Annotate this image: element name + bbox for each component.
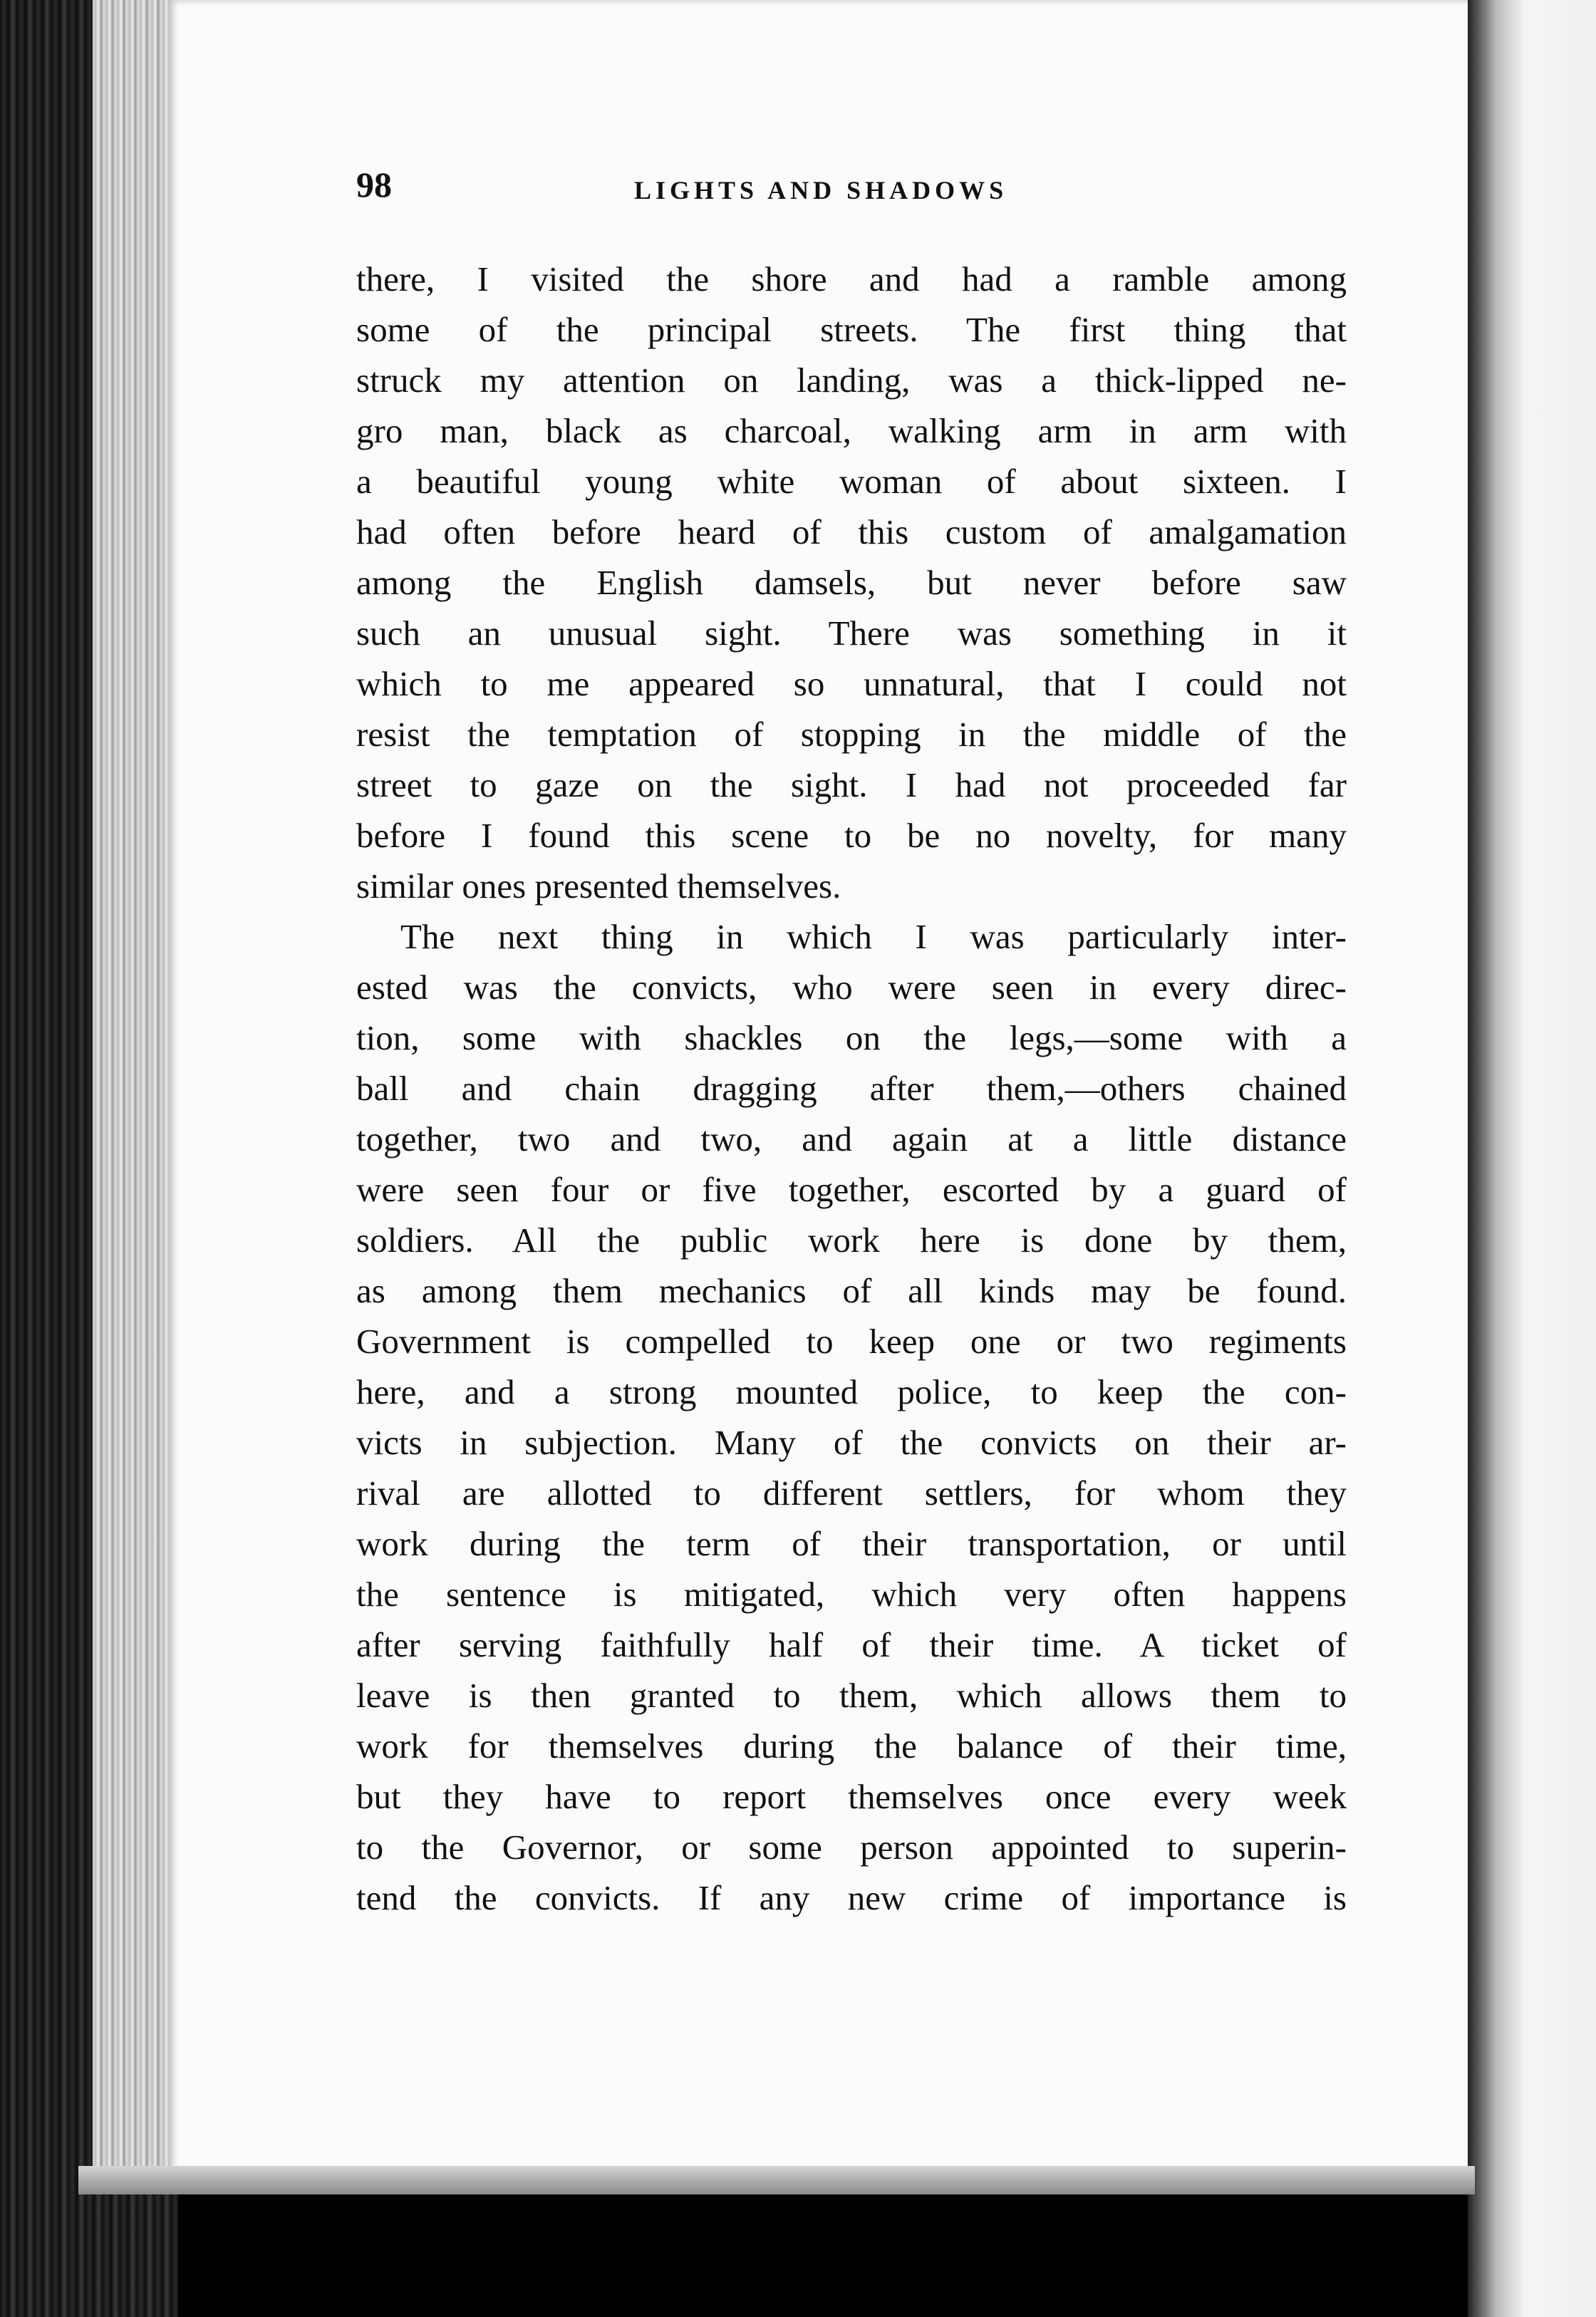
text-line: such an unusual sight. There was something in it	[356, 613, 1347, 653]
text-line: soldiers. All the public work here is done by them,	[356, 1220, 1347, 1260]
text-line: after serving faithfully half of their time. A ticket of	[356, 1625, 1347, 1664]
text-line: tion, some with shackles on the legs,—some with a	[356, 1018, 1347, 1057]
text-line: had often before heard of this custom of amalgamation	[356, 512, 1347, 551]
text-line: struck my attention on landing, was a thick-lipped ne-	[356, 361, 1347, 400]
text-line: before I found this scene to be no novelty, for many	[356, 816, 1347, 855]
running-head: LIGHTS AND SHADOWS	[634, 176, 1008, 204]
text-line: but they have to report themselves once every week	[356, 1777, 1347, 1816]
text-line: some of the principal streets. The first thing that	[356, 310, 1347, 349]
page-edges-right	[1468, 0, 1596, 2317]
text-line: tend the convicts. If any new crime of importance is	[356, 1878, 1347, 1917]
text-line: Government is compelled to keep one or two regiments	[356, 1322, 1347, 1361]
text-line: rival are allotted to different settlers, for whom they	[356, 1473, 1347, 1513]
text-line: a beautiful young white woman of about sixteen. I	[356, 462, 1347, 501]
text-line: street to gaze on the sight. I had not proceeded far	[356, 765, 1347, 804]
text-line: resist the temptation of stopping in the middle of the	[356, 715, 1347, 754]
text-line: there, I visited the shore and had a ramble among	[356, 259, 1347, 299]
text-line: together, two and two, and again at a little distance	[356, 1119, 1347, 1158]
text-line: work for themselves during the balance of their time,	[356, 1726, 1347, 1766]
text-line: which to me appeared so unnatural, that I could not	[356, 664, 1347, 703]
text-line: ested was the convicts, who were seen in every direc-	[356, 968, 1347, 1007]
text-line: similar ones presented themselves.	[356, 866, 841, 906]
text-line: The next thing in which I was particularly inter-	[400, 917, 1347, 956]
text-line: leave is then granted to them, which allows them to	[356, 1676, 1347, 1715]
text-line: victs in subjection. Many of the convicts on their ar-	[356, 1423, 1347, 1462]
text-line: gro man, black as charcoal, walking arm in arm with	[356, 411, 1347, 450]
text-line: as among them mechanics of all kinds may be found.	[356, 1271, 1347, 1310]
body-text	[356, 254, 1347, 1923]
page-edges-left	[93, 0, 173, 2187]
text-line: to the Governor, or some person appointed to superin-	[356, 1828, 1347, 1867]
text-line: ball and chain dragging after them,—others chained	[356, 1069, 1347, 1108]
text-line: the sentence is mitigated, which very often happens	[356, 1575, 1347, 1614]
page-edges-bottom	[78, 2166, 1475, 2194]
text-line: were seen four or five together, escorted by a guard of	[356, 1170, 1347, 1209]
text-line: among the English damsels, but never before saw	[356, 563, 1347, 602]
page-header	[356, 164, 1347, 221]
page-number: 98	[356, 165, 392, 204]
text-line: work during the term of their transportation, or until	[356, 1524, 1347, 1563]
text-line: here, and a strong mounted police, to keep the con-	[356, 1372, 1347, 1411]
